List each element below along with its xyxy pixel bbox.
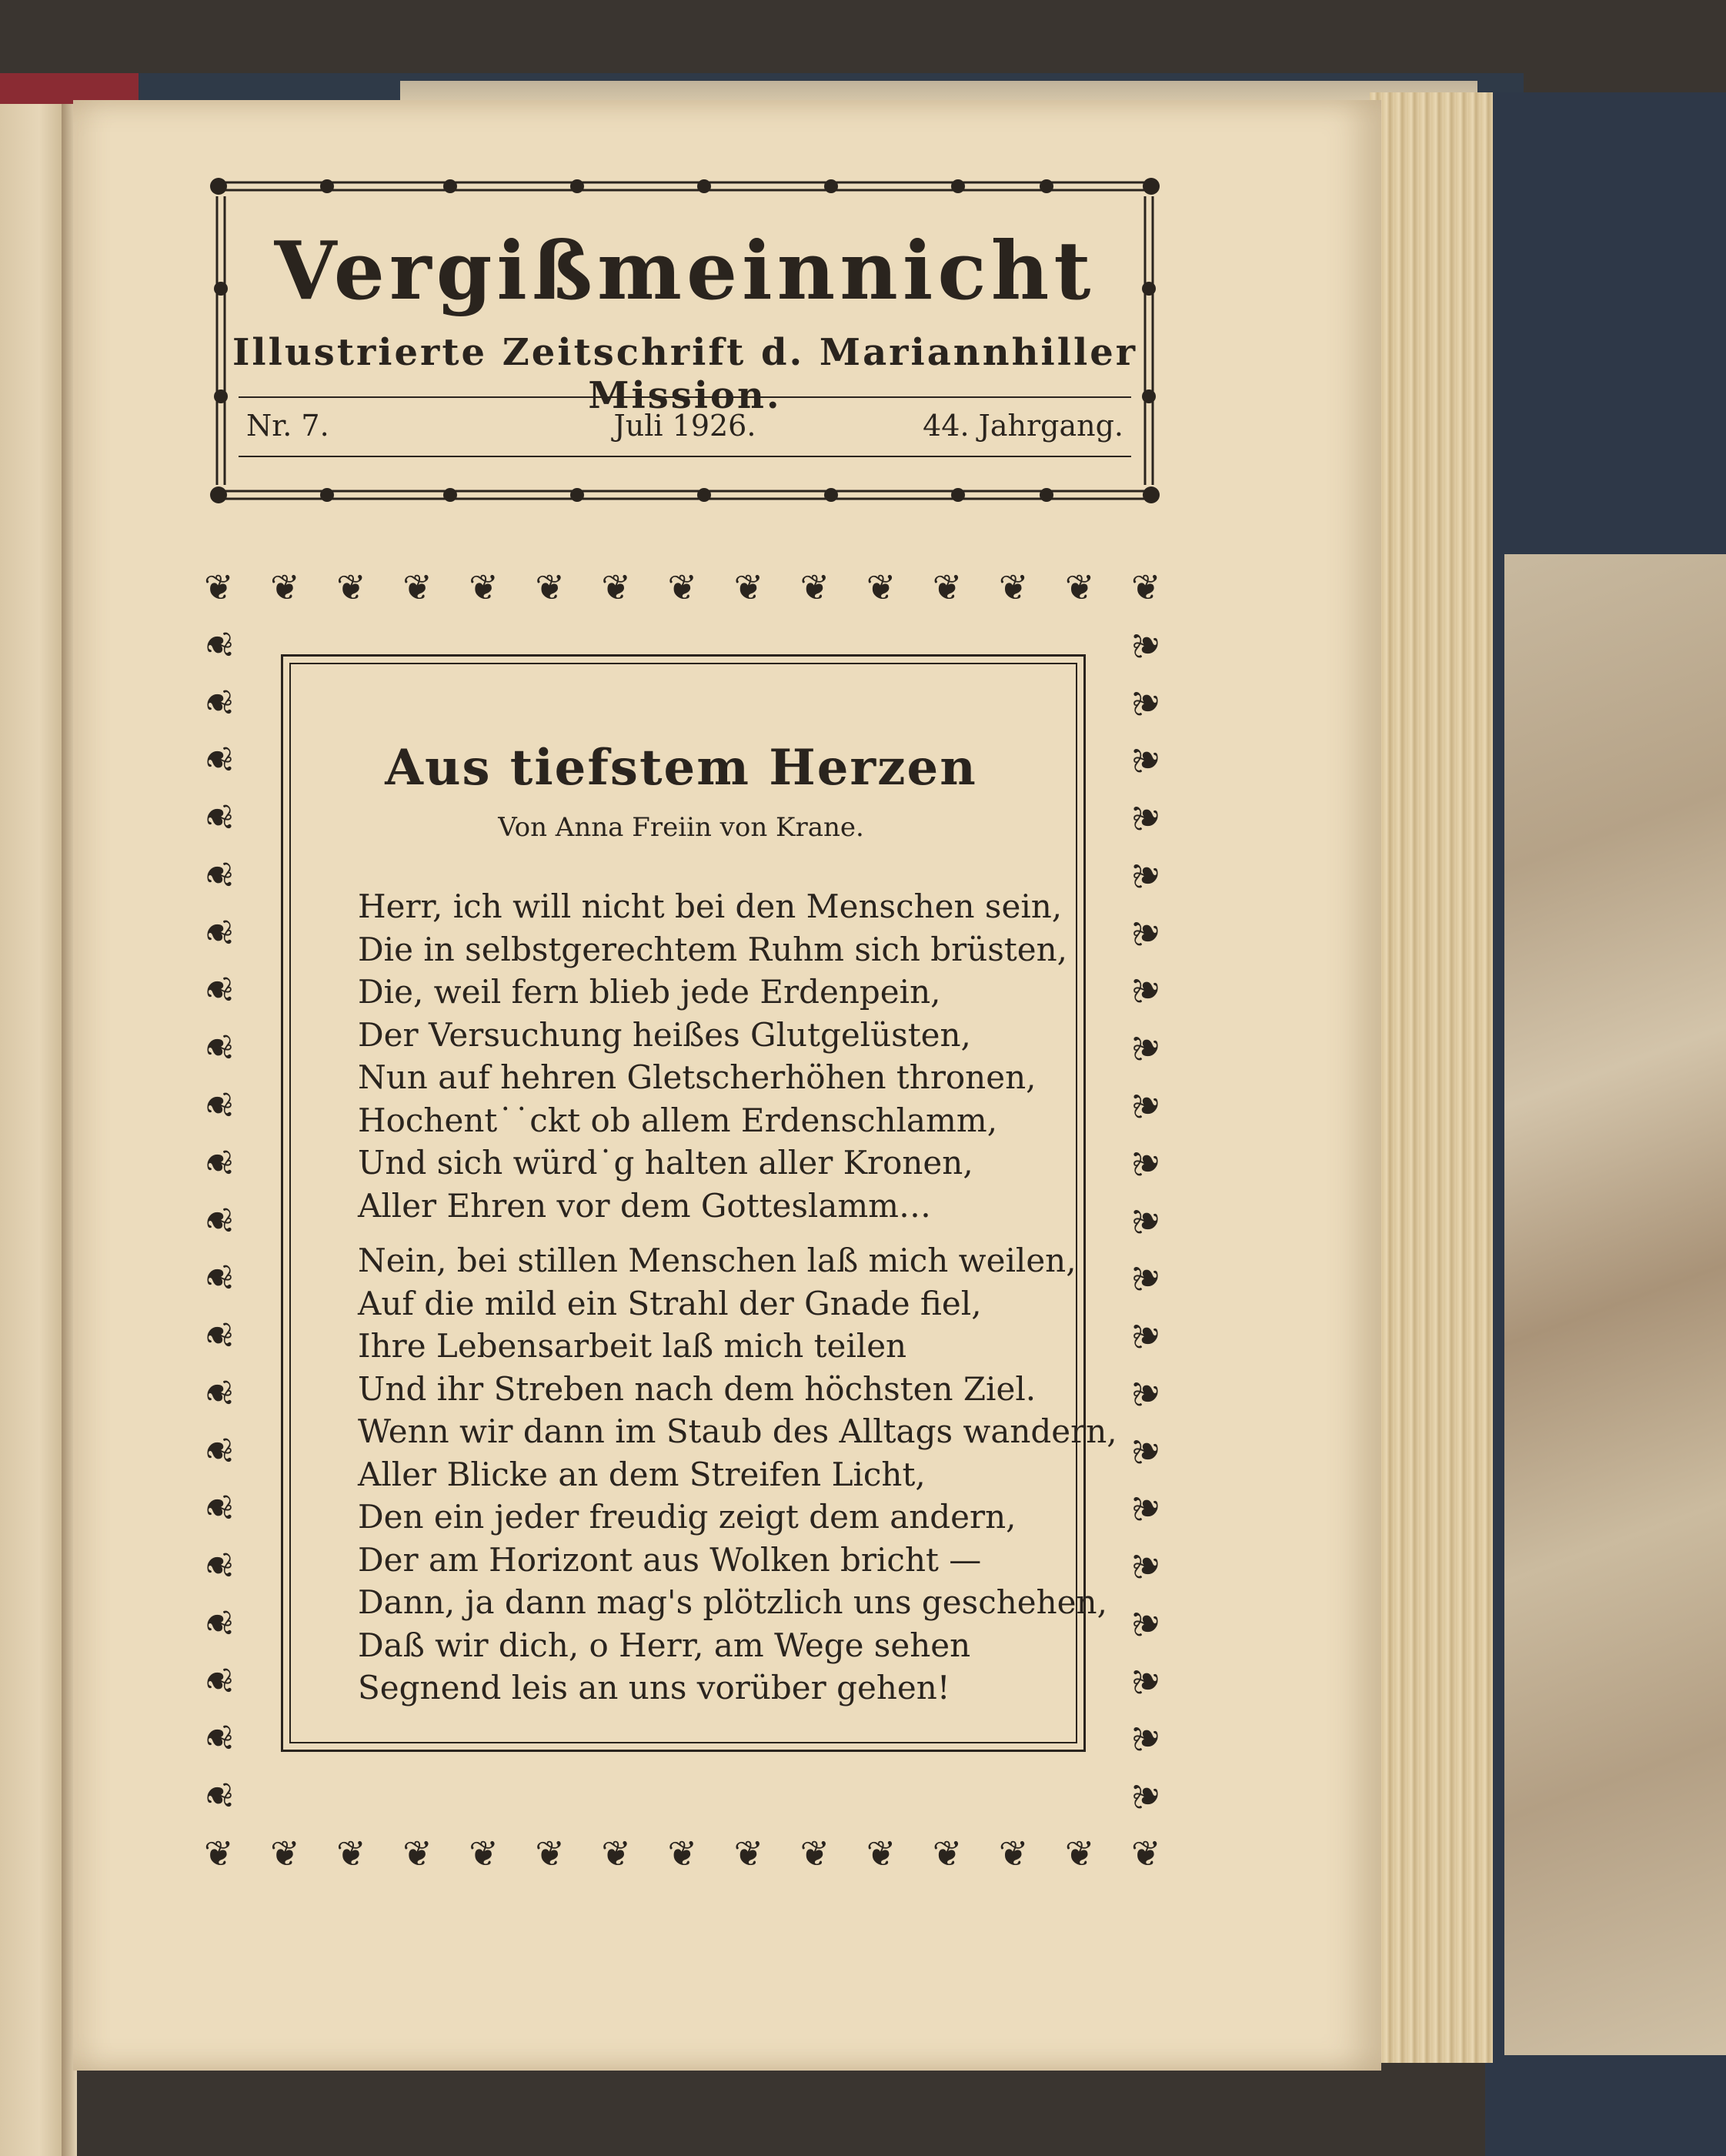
fleuron-ornament: ❦: [198, 918, 240, 948]
fleuron-ornament: ❦: [198, 1032, 240, 1063]
poem-line: Herr, ich will nicht bei den Menschen sein,: [358, 887, 1063, 925]
fleuron-ornament: ❦: [198, 630, 240, 660]
issue-line: [239, 396, 1131, 457]
fleuron-ornament: ❦: [1131, 567, 1161, 608]
fleuron-ornament: ❦: [535, 1833, 565, 1874]
fleuron-ornament: ❦: [469, 567, 499, 608]
fleuron-ornament: ❦: [198, 802, 240, 833]
fleuron-ornament: ❦: [270, 1833, 300, 1874]
fleuron-ornament: ❦: [1125, 1550, 1167, 1581]
poem-line: Die, weil fern blieb jede Erdenpein,: [358, 973, 941, 1011]
fleuron-ornament: ❦: [198, 1262, 240, 1293]
poem-line: Den ein jeder freudig zeigt dem andern,: [358, 1498, 1017, 1536]
fleuron-ornament: ❦: [535, 567, 565, 608]
fleuron-ornament: ❦: [469, 1833, 499, 1874]
fleuron-ornament: ❦: [800, 1833, 830, 1874]
fleuron-ornament: ❦: [601, 567, 631, 608]
fleuron-ornament: ❦: [198, 1723, 240, 1753]
fleuron-ornament: ❦: [198, 1090, 240, 1121]
poem-line: Auf die mild ein Strahl der Gnade fiel,: [358, 1284, 982, 1322]
poem-line: Dann, ja dann mag's plötzlich uns geschehen,: [358, 1583, 1107, 1621]
fleuron-ornament: ❦: [932, 567, 963, 608]
fleuron-ornament: ❦: [1125, 745, 1167, 775]
fleuron-ornament: ❦: [198, 1608, 240, 1639]
fleuron-ornament: ❦: [198, 1148, 240, 1178]
poem-line: Aller Blicke an dem Streifen Licht,: [358, 1455, 926, 1493]
poem-line: Der Versuchung heißes Glutgelüsten,: [358, 1015, 971, 1054]
issue-number: Nr. 7.: [246, 409, 329, 443]
fleuron-ornament: ❦: [204, 567, 234, 608]
fleuron-ornament: ❦: [198, 745, 240, 775]
fleuron-ornament: ❦: [336, 1833, 366, 1874]
page-stack-edge: [1370, 92, 1493, 2063]
fleuron-ornament: ❦: [204, 1833, 234, 1874]
fleuron-ornament: ❦: [1125, 1090, 1167, 1121]
fleuron-ornament: ❦: [198, 860, 240, 891]
fleuron-ornament: ❦: [1125, 687, 1167, 717]
fleuron-ornament: ❦: [1125, 802, 1167, 833]
fleuron-ornament: ❦: [1125, 1666, 1167, 1696]
fleuron-ornament: ❦: [1125, 1493, 1167, 1523]
issue-date: Juli 1926.: [613, 409, 756, 443]
fleuron-ornament: ❦: [198, 1550, 240, 1581]
fleuron-ornament: ❦: [1125, 1032, 1167, 1063]
left-page-edge: [0, 73, 65, 2156]
fleuron-ornament: ❦: [1064, 567, 1095, 608]
fleuron-ornament: ❦: [198, 1780, 240, 1811]
fleuron-ornament: ❦: [1125, 1320, 1167, 1351]
poem-line: Nein, bei stillen Menschen laß mich weilen,: [358, 1242, 1077, 1279]
fleuron-ornament: ❦: [733, 1833, 764, 1874]
masthead-box: [208, 173, 1162, 508]
fleuron-ornament: ❦: [336, 567, 366, 608]
poem-line: Daß wir dich, o Herr, am Wege sehen: [358, 1626, 971, 1664]
fleuron-ornament: ❦: [402, 567, 432, 608]
fleuron-ornament: ❦: [1125, 1205, 1167, 1235]
fleuron-ornament: ❦: [667, 567, 698, 608]
poem-line: Und ihr Streben nach dem höchsten Ziel.: [358, 1369, 1037, 1408]
fleuron-ornament: ❦: [198, 975, 240, 1005]
fleuron-ornament: ❦: [1131, 1833, 1161, 1874]
fleuron-ornament: ❦: [270, 567, 300, 608]
fleuron-ornament: ❦: [198, 1436, 240, 1466]
fleuron-ornament: ❦: [733, 567, 764, 608]
masthead-title: Vergißmeinnicht: [274, 223, 1096, 318]
volume-year: 44. Jahrgang.: [923, 409, 1123, 443]
poem-title: Aus tiefstem Herzen: [385, 739, 977, 797]
poem-line: Wenn wir dann im Staub des Alltags wandern,: [358, 1412, 1117, 1450]
fleuron-ornament: ❦: [932, 1833, 963, 1874]
fleuron-ornament: ❦: [198, 687, 240, 717]
fleuron-ornament: ❦: [800, 567, 830, 608]
fleuron-ornament: ❦: [402, 1833, 432, 1874]
poem-line: Der am Horizont aus Wolken bricht —: [358, 1540, 982, 1579]
fleuron-ornament: ❦: [1125, 630, 1167, 660]
fleuron-ornament: ❦: [866, 1833, 896, 1874]
fleuron-ornament: ❦: [1125, 1436, 1167, 1466]
fleuron-ornament: ❦: [1125, 1148, 1167, 1178]
fleuron-ornament: ❦: [1125, 1608, 1167, 1639]
fleuron-ornament: ❦: [1125, 1723, 1167, 1753]
fleuron-ornament: ❦: [667, 1833, 698, 1874]
stanza-1: [358, 885, 1067, 1227]
binding-cloth: [0, 73, 139, 104]
fleuron-ornament: ❦: [601, 1833, 631, 1874]
masthead-subtitle: Illustrierte Zeitschrift d. Mariannhiller Mission.: [232, 331, 1138, 417]
fleuron-ornament: ❦: [1125, 860, 1167, 891]
poem-line: Und sich würd˙g halten aller Kronen,: [358, 1144, 973, 1182]
stanza-2: [358, 1239, 1117, 1710]
poem-line: Ihre Lebensarbeit laß mich teilen: [358, 1327, 907, 1365]
fleuron-ornament: ❦: [866, 567, 896, 608]
fleuron-ornament: ❦: [998, 1833, 1029, 1874]
fleuron-ornament: ❦: [1125, 1780, 1167, 1811]
marbled-endpaper: [1504, 554, 1726, 2055]
fleuron-ornament: ❦: [1064, 1833, 1095, 1874]
poem-line: Nun auf hehren Gletscherhöhen thronen,: [358, 1058, 1037, 1096]
fleuron-ornament: ❦: [998, 567, 1029, 608]
fleuron-ornament: ❦: [1125, 975, 1167, 1005]
poem-author: Von Anna Freiin von Krane.: [498, 812, 864, 843]
fleuron-ornament: ❦: [1125, 1262, 1167, 1293]
poem-line: Segnend leis an uns vorüber gehen!: [358, 1669, 950, 1706]
poem-line: Die in selbstgerechtem Ruhm sich brüsten,: [358, 930, 1067, 968]
fleuron-ornament: ❦: [198, 1666, 240, 1696]
fleuron-ornament: ❦: [1125, 1378, 1167, 1409]
fleuron-ornament: ❦: [1125, 918, 1167, 948]
fleuron-ornament: ❦: [198, 1205, 240, 1235]
fleuron-ornament: ❦: [198, 1378, 240, 1409]
fleuron-ornament: ❦: [198, 1320, 240, 1351]
poem-line: Hochent˙˙ckt ob allem Erdenschlamm,: [358, 1101, 998, 1139]
poem-line: Aller Ehren vor dem Gotteslamm…: [358, 1186, 932, 1225]
fleuron-ornament: ❦: [198, 1493, 240, 1523]
